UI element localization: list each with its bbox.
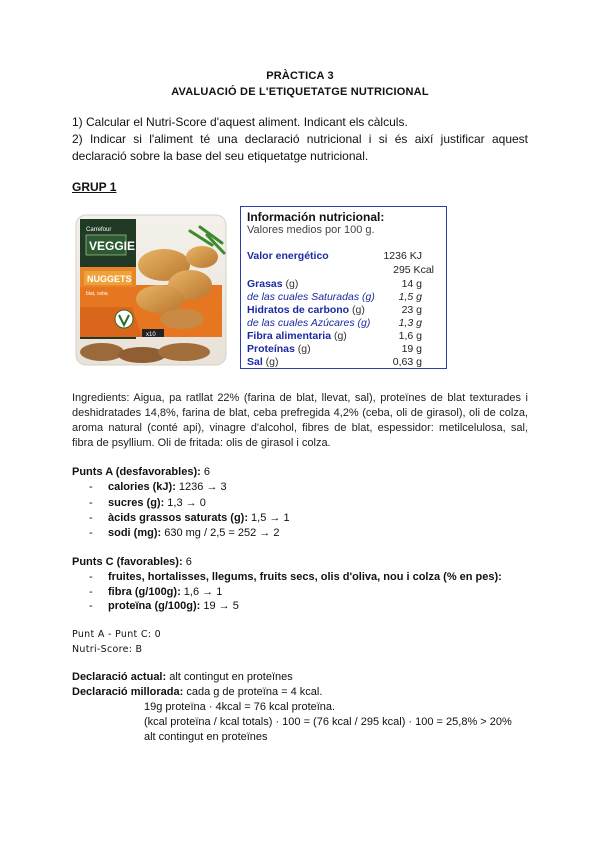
nutrition-value: 295 Kcal (393, 264, 434, 276)
nutri-score-result: Nutri-Score: B (72, 644, 143, 655)
ingredients-text: Ingredients: Aigua, pa ratllat 22% (farina de blat, llevat, sal), proteïnes de blat texturades i deshidratades 14,8%, farina de blat, ceba prefregida 4,2% (ceba, oli de girasol), oli de colza, aroma natural (conté api), vinagre d'alcohol, fibres de blat, espessidor: metilcelulosa, sal, fibra de psyllium. Oli de fritada: olis de girasol i colza. (72, 392, 528, 449)
nutrition-label: Fibra alimentaria (g) (247, 330, 347, 342)
nutrition-label: Proteínas (g) (247, 343, 311, 355)
practice-title: PRÀCTICA 3 (266, 70, 334, 82)
nutrition-row-saturated (247, 291, 440, 304)
nutrition-label: Valor energético (247, 250, 329, 262)
nutrition-row-energy-kcal (247, 264, 440, 277)
nutrition-table-subtitle: Valores medios por 100 g. (247, 224, 375, 236)
brand-text: Carrefour (86, 227, 112, 233)
group-title: GRUP 1 (72, 180, 117, 194)
nutrition-value: 1,5 g (398, 291, 422, 303)
instruction-2: 2) Indicar si l'aliment té una declaració nutricional i si és així justificar aquest declaració sobre la base del seu etiquetatge nutricional. (72, 132, 528, 163)
calculation-line: 19g proteïna · 4kcal = 76 kcal proteïna. (144, 701, 336, 713)
calculation-conclusion: alt contingut en proteïnes (144, 731, 268, 743)
nutrition-row-salt (247, 356, 440, 369)
nutrition-label: Sal (g) (247, 356, 279, 368)
nutrition-row-fibre (247, 330, 440, 343)
nutrition-table-title: Información nutricional: (247, 210, 385, 224)
current-declaration: Declaració actual: alt contingut en proteïnes (72, 671, 293, 683)
product-photo (72, 207, 232, 370)
document-title: AVALUACIÓ DE L'ETIQUETATGE NUTRICIONAL (171, 86, 429, 98)
nutrition-value: 19 g (401, 343, 422, 355)
nutrition-value: 1236 KJ (383, 250, 422, 262)
nutrition-value: 1,3 g (398, 317, 422, 329)
nutrition-value: 14 g (401, 278, 422, 290)
nutrition-row-energy (247, 250, 440, 263)
calculation-line: (kcal proteïna / kcal totals) · 100 = (76 kcal / 295 kcal) · 100 = 25,8% > 20% (144, 716, 512, 728)
nutrition-table (240, 206, 447, 369)
nutrition-value: 0,63 g (392, 356, 422, 368)
score-difference: Punt A - Punt C: 0 (72, 629, 161, 640)
points-a-heading: Punts A (desfavorables): 6 (72, 466, 210, 478)
improved-declaration: Declaració millorada: cada g de proteïna = 4 kcal. (72, 686, 323, 698)
nutrition-value: 23 g (401, 304, 422, 316)
nutrition-label: de las cuales Azúcares (g) (247, 317, 371, 329)
product-desc-text: blat, ceba (86, 291, 108, 297)
nutrition-value: 1,6 g (398, 330, 422, 342)
product-name-text: NUGGETS (87, 274, 132, 284)
points-c-heading: Punts C (favorables): 6 (72, 556, 192, 568)
nutrition-row-fat (247, 278, 440, 291)
nutrition-label: de las cuales Saturadas (g) (247, 291, 375, 303)
line-text: VEGGIE (89, 239, 136, 253)
nutrition-row-sugars (247, 317, 440, 330)
instruction-1: 1) Calcular el Nutri-Score d'aquest aliment. Indicant els càlculs. (72, 115, 408, 129)
badge-text: x10 (146, 332, 156, 338)
nutrition-label: Grasas (g) (247, 278, 299, 290)
nutrition-row-protein (247, 343, 440, 356)
nutrition-label: Hidratos de carbono (g) (247, 304, 365, 316)
nutrition-row-carbs (247, 304, 440, 317)
